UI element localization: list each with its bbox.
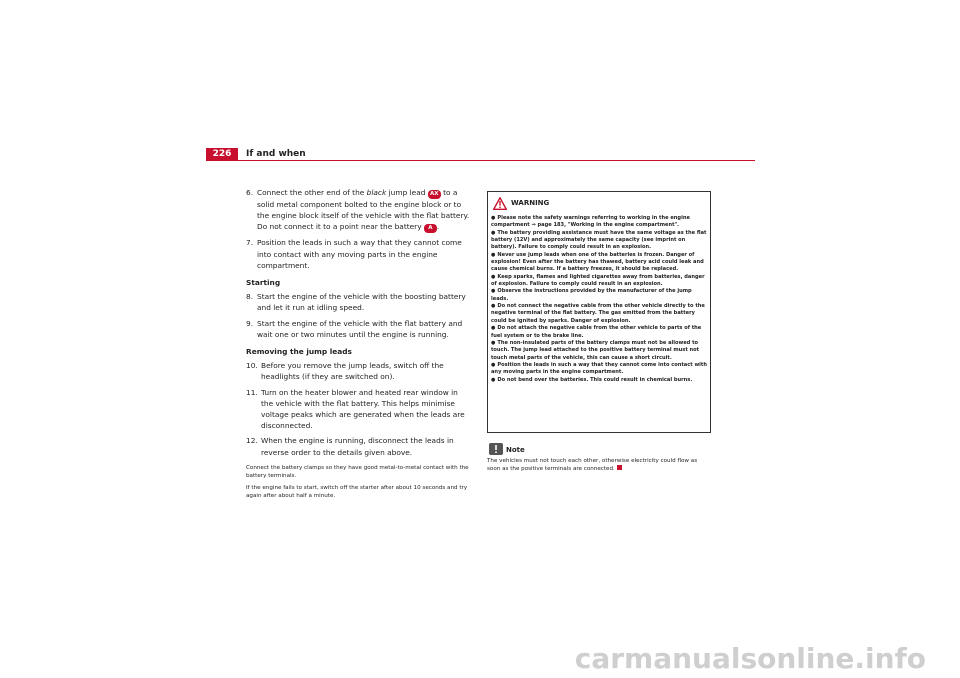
step-number: 6. [246,188,254,197]
step-12 [246,435,471,457]
warning-text: Please note the safety warnings referring to working in the engine compartment ⇒ page 183, "Working in the engine compartment". [491,215,690,229]
reference-badge: AX [428,190,441,199]
warning-box [487,191,711,433]
warning-header [491,197,707,213]
footnote: Connect the battery clamps so they have good metal-to-metal contact with the battery terminals. [246,464,469,480]
step-text: Turn on the heater blower and heated rear window in the vehicle with the flat battery. This helps minimise voltage peaks which are generated when the leads are disconnected. [261,387,465,431]
warning-triangle-icon [493,197,507,210]
section-title: If and when [246,149,306,159]
bullet-icon: ● [491,215,496,221]
note-title: Note [506,446,525,454]
step-9 [246,318,471,340]
step-text: When the engine is running, disconnect the leads in reverse order to the details given above. [261,436,454,457]
footnote: If the engine fails to start, switch off the starter after about 10 seconds and try again after about half a minute. [246,484,468,500]
warning-text: The battery providing assistance must have the same voltage as the flat battery (12V) and approximately the same capacity (see imprint on battery). Failure to comply could result in an explosion. [491,229,707,251]
step-7 [246,237,471,271]
step-text: Position the leads in such a way that they cannot come into contact with any moving parts in the engine compartment. [257,238,462,270]
warning-item [491,252,707,274]
footnotes [246,464,471,501]
watermark: carmanualsonline.info [574,642,926,675]
warning-item [491,340,707,362]
reference-badge: A [424,224,437,233]
warning-title: WARNING [511,199,550,207]
header-rule [206,160,755,161]
step-number: 12. [246,436,258,446]
step-text: . [436,222,440,232]
heading-removing: Removing the jump leads [246,347,352,357]
step-number: 11. [246,387,258,397]
warning-item [491,362,707,377]
step-number: 9. [246,318,254,328]
step-number: 8. [246,292,254,302]
bullet-icon: ● [491,339,496,346]
note-header [487,443,712,457]
warning-item [491,274,707,289]
step-text: to a solid metal component bolted to the engine block or to the engine block itself of the vehicle with the flat battery. Do not connect it to a point near the battery [257,188,470,232]
step-number: 10. [246,361,258,371]
warning-text: Do not attach the negative cable from the other vehicle to parts of the fuel system or to the brake line. [491,325,702,339]
bullet-icon: ● [491,325,496,332]
step-11 [246,387,471,432]
info-note-icon [489,443,503,455]
note-block [487,443,712,473]
step-10 [246,360,471,382]
warning-text: The non-insulated parts of the battery clamps must not be allowed to touch. The jump lead attached to the positive battery terminal must not touch metal parts of the vehicle, this can cause a short circuit. [491,339,700,361]
heading-starting: Starting [246,278,281,288]
bullet-icon: ● [491,303,496,310]
bullet-icon: ● [491,251,496,258]
bullet-icon: ● [491,229,496,236]
step-text-italic: black [366,188,387,197]
warning-item [491,215,707,230]
step-text: jump lead [386,188,428,197]
end-of-section-icon [617,465,622,470]
step-8 [246,291,471,313]
warning-item [491,325,707,340]
step-text: Connect the other end of the [257,188,367,197]
warning-text: Do not connect the negative cable from the other vehicle directly to the negative terminal of the flat battery. The gas emitted from the battery could be ignited by sparks. Danger of explosion. [491,303,705,324]
bullet-icon: ● [491,273,496,280]
note-text: The vehicles must not touch each other, otherwise electricity could flow as soon as the positive terminals are connected. [487,458,698,473]
warning-text: Observe the instructions provided by the manufacturer of the jump leads. [491,288,692,302]
step-text: Start the engine of the vehicle with the flat battery and wait one or two minutes until the engine is running. [257,318,463,339]
step-number: 7. [246,238,254,248]
warning-text: Keep sparks, flames and lighted cigarettes away from batteries, danger of explosion. Failure to comply could result in an explosion. [491,273,705,288]
bullet-icon: ● [491,361,496,368]
warning-item [491,303,707,325]
warning-text: Position the leads in such a way that they cannot come into contact with any moving parts in the engine compartment. [491,361,707,376]
step-6 [246,187,471,233]
warning-text: Do not bend over the batteries. This could result in chemical burns. [497,376,693,383]
bullet-icon: ● [491,376,496,383]
warning-item [491,230,707,252]
bullet-icon: ● [491,288,496,295]
step-text: Start the engine of the vehicle with the boosting battery and let it run at idling speed. [257,292,466,313]
warning-item [491,288,707,303]
instructions-column [246,187,471,503]
step-text: Before you remove the jump leads, switch off the headlights (if they are switched on). [261,361,444,382]
warning-item [491,377,707,384]
page-number: 226 [206,148,238,160]
warning-text: Never use jump leads when one of the batteries is frozen. Danger of explosion! Even after the battery has thawed, battery acid could leak and cause chemical burns. If a battery freezes, it should be replaced. [491,251,704,273]
